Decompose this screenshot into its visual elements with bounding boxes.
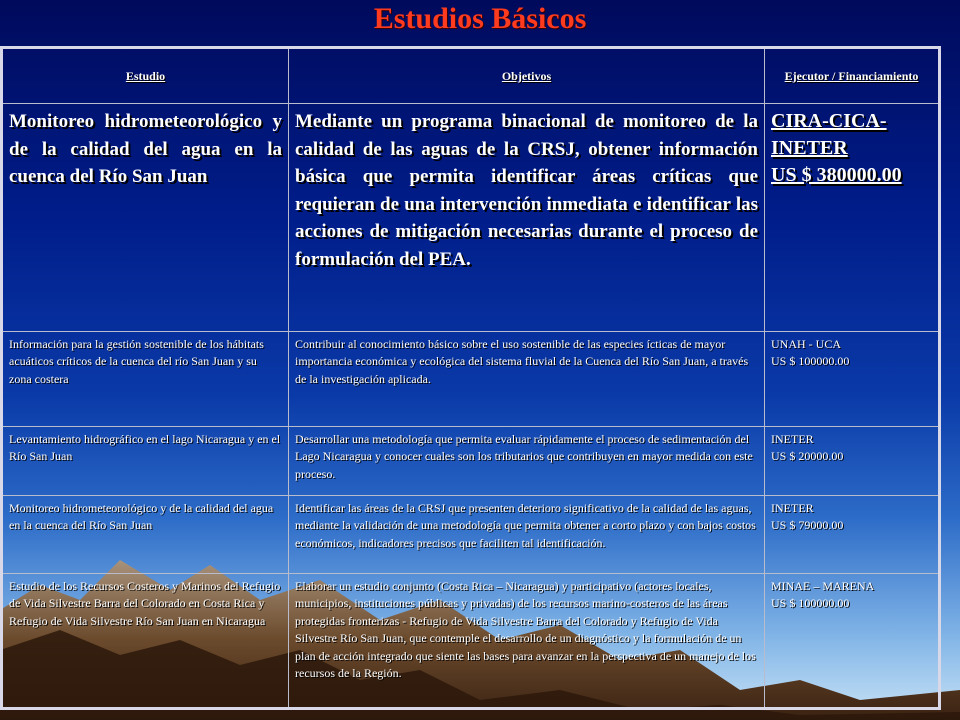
cell-estudio: Estudio de los Recursos Costeros y Marinos del Refugio de Vida Silvestre Barra del Colorado en Costa Rica y Refugio de Vida Silvestre Río San Juan en Nicaragua (2, 574, 289, 709)
cell-estudio: Monitoreo hidrometeorológico y de la calidad del agua en la cuenca del Río San Juan (2, 496, 289, 574)
ejecutor-name: INETER (771, 432, 814, 446)
table-row (2, 332, 940, 427)
ejecutor-name: INETER (771, 501, 814, 515)
cell-objetivos: Contribuir al conocimiento básico sobre el uso sostenible de las especies ícticas de mayor importancia económica y ecológica del sistema fluvial de la Cuenca del Río San Juan, a través de la investigación aplicada. (289, 332, 765, 427)
cell-ejecutor (765, 496, 940, 574)
header-ejecutor: Ejecutor / Financiamiento (765, 48, 940, 104)
cell-ejecutor (765, 332, 940, 427)
cell-ejecutor (765, 427, 940, 496)
cell-objetivos: Identificar las áreas de la CRSJ que presenten deterioro significativo de la calidad de las aguas, mediante la validación de una metodología que permita obtener a corto plazo y con bajos costos económicos, indicadores precisos que faciliten tal identificación. (289, 496, 765, 574)
ejecutor-name: UNAH - UCA (771, 337, 841, 351)
studies-table (0, 46, 941, 710)
cell-ejecutor (765, 574, 940, 709)
ejecutor-amount: US $ 100000.00 (771, 596, 850, 611)
table-row (2, 427, 940, 496)
cell-objetivos: Elaborar un estudio conjunto (Costa Rica – Nicaragua) y participativo (actores locales, municipios, instituciones públicas y privadas) de los recursos marino-costeros de las áreas protegidas fronterizas - Refugio de Vida Silvestre Barra del Colorado y Refugio de Vida Silvestre Río San Juan, que contemple el desarrollo de un diagnóstico y la formulación de un plan de acción integrado que siente las bases para avanzar en la perspectiva de un manejo de los recursos de la Región. (289, 574, 765, 709)
ejecutor-amount: US $ 100000.00 (771, 354, 850, 369)
ejecutor-name: MINAE – MARENA (771, 579, 875, 593)
cell-ejecutor (765, 104, 940, 332)
cell-estudio: Información para la gestión sostenible de los hábitats acuáticos críticos de la cuenca del río San Juan y su zona costera (2, 332, 289, 427)
ejecutor-amount: US $ 79000.00 (771, 518, 844, 533)
cell-estudio: Monitoreo hidrometeorológico y de la calidad del agua en la cuenca del Río San Juan (2, 104, 289, 332)
table-row (2, 104, 940, 332)
header-estudio: Estudio (2, 48, 289, 104)
cell-objetivos: Mediante un programa binacional de monitoreo de la calidad de las aguas de la CRSJ, obtener información básica que permita identificar áreas críticas que requieran de una intervención inmediata e identificar las acciones de mitigación necesarias durante el proceso de formulación del PEA. (289, 104, 765, 332)
ejecutor-amount: US $ 20000.00 (771, 449, 844, 464)
table-header-row (2, 48, 940, 104)
cell-objetivos: Desarrollar una metodología que permita evaluar rápidamente el proceso de sedimentación del Lago Nicaragua y conocer cuales son los tributarios que contribuyen en mayor medida con este proceso. (289, 427, 765, 496)
table-row (2, 574, 940, 709)
page-title: Estudios Básicos (373, 2, 587, 35)
cell-estudio: Levantamiento hidrográfico en el lago Nicaragua y en el Río San Juan (2, 427, 289, 496)
ejecutor-name: CIRA-CICA-INETER (771, 110, 887, 159)
table-row (2, 496, 940, 574)
header-objetivos: Objetivos (289, 48, 765, 104)
ejecutor-amount: US $ 380000.00 (771, 164, 902, 186)
